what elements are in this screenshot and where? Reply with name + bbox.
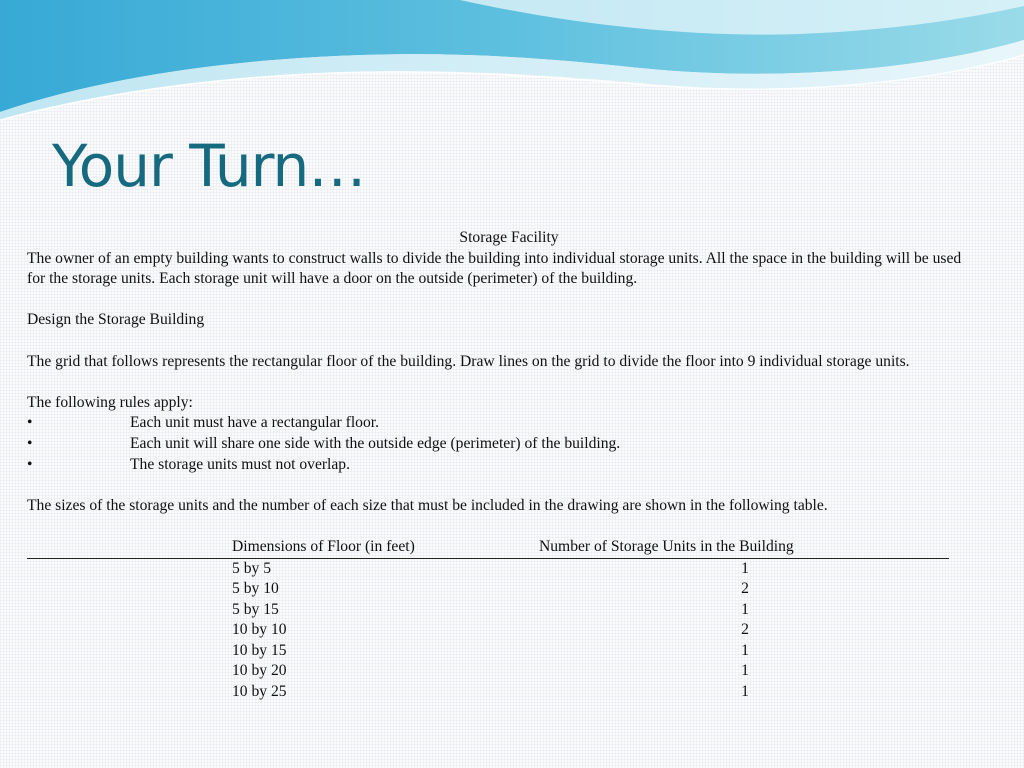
spacer	[27, 331, 977, 352]
rule-item	[27, 413, 977, 434]
column-header-count: Number of Storage Units in the Building	[539, 537, 794, 555]
table-row	[27, 661, 977, 682]
table-row	[27, 682, 977, 703]
dimensions-cell: 5 by 10	[232, 580, 279, 598]
header-wave-decoration	[0, 0, 1024, 130]
count-cell: 1	[741, 559, 749, 577]
table-row	[27, 641, 977, 662]
rule-item	[27, 434, 977, 455]
bullet-marker: •	[27, 414, 33, 432]
section-heading: Storage Facility	[459, 229, 559, 246]
dimensions-cell: 10 by 10	[232, 621, 287, 639]
slide-title: Your Turn…	[52, 132, 366, 200]
spacer	[27, 475, 977, 496]
bullet-marker: •	[27, 434, 33, 452]
spacer	[27, 516, 977, 537]
dimensions-cell: 10 by 25	[232, 683, 287, 701]
count-cell: 2	[741, 621, 749, 639]
count-cell: 1	[741, 662, 749, 680]
rule-text: Each unit must have a rectangular floor.	[130, 414, 379, 432]
count-cell: 2	[741, 580, 749, 598]
count-cell: 1	[741, 683, 749, 701]
table-header	[27, 537, 949, 559]
bullet-marker: •	[27, 455, 33, 473]
dimensions-cell: 10 by 15	[232, 641, 287, 659]
rule-item	[27, 455, 977, 476]
rules-intro: The following rules apply:	[27, 393, 193, 411]
spacer	[27, 372, 977, 393]
rule-text: Each unit will share one side with the outside edge (perimeter) of the building.	[130, 434, 621, 452]
count-cell: 1	[741, 641, 749, 659]
design-heading: Design the Storage Building	[27, 311, 205, 329]
grid-instructions: The grid that follows represents the rectangular floor of the building. Draw lines on the grid to divide the floor into 9 individual storage units.	[27, 352, 910, 370]
dimensions-cell: 5 by 15	[232, 600, 279, 618]
table-row	[27, 579, 977, 600]
spacer	[27, 290, 977, 311]
dimensions-cell: 5 by 5	[232, 559, 271, 577]
table-row	[27, 559, 977, 580]
intro-paragraph: The owner of an empty building wants to construct walls to divide the building into individual storage units. All the space in the building will be used for the storage units. Each storage unit will have a door on the outside (perimeter) of the building.	[27, 249, 962, 288]
table-row	[27, 600, 977, 621]
count-cell: 1	[741, 600, 749, 618]
dimensions-cell: 10 by 20	[232, 662, 287, 680]
table-row	[27, 620, 977, 641]
slide-body	[27, 228, 977, 703]
column-header-dimensions: Dimensions of Floor (in feet)	[232, 537, 415, 555]
rule-text: The storage units must not overlap.	[130, 455, 351, 473]
table-intro: The sizes of the storage units and the number of each size that must be included in the drawing are shown in the following table.	[27, 496, 828, 514]
